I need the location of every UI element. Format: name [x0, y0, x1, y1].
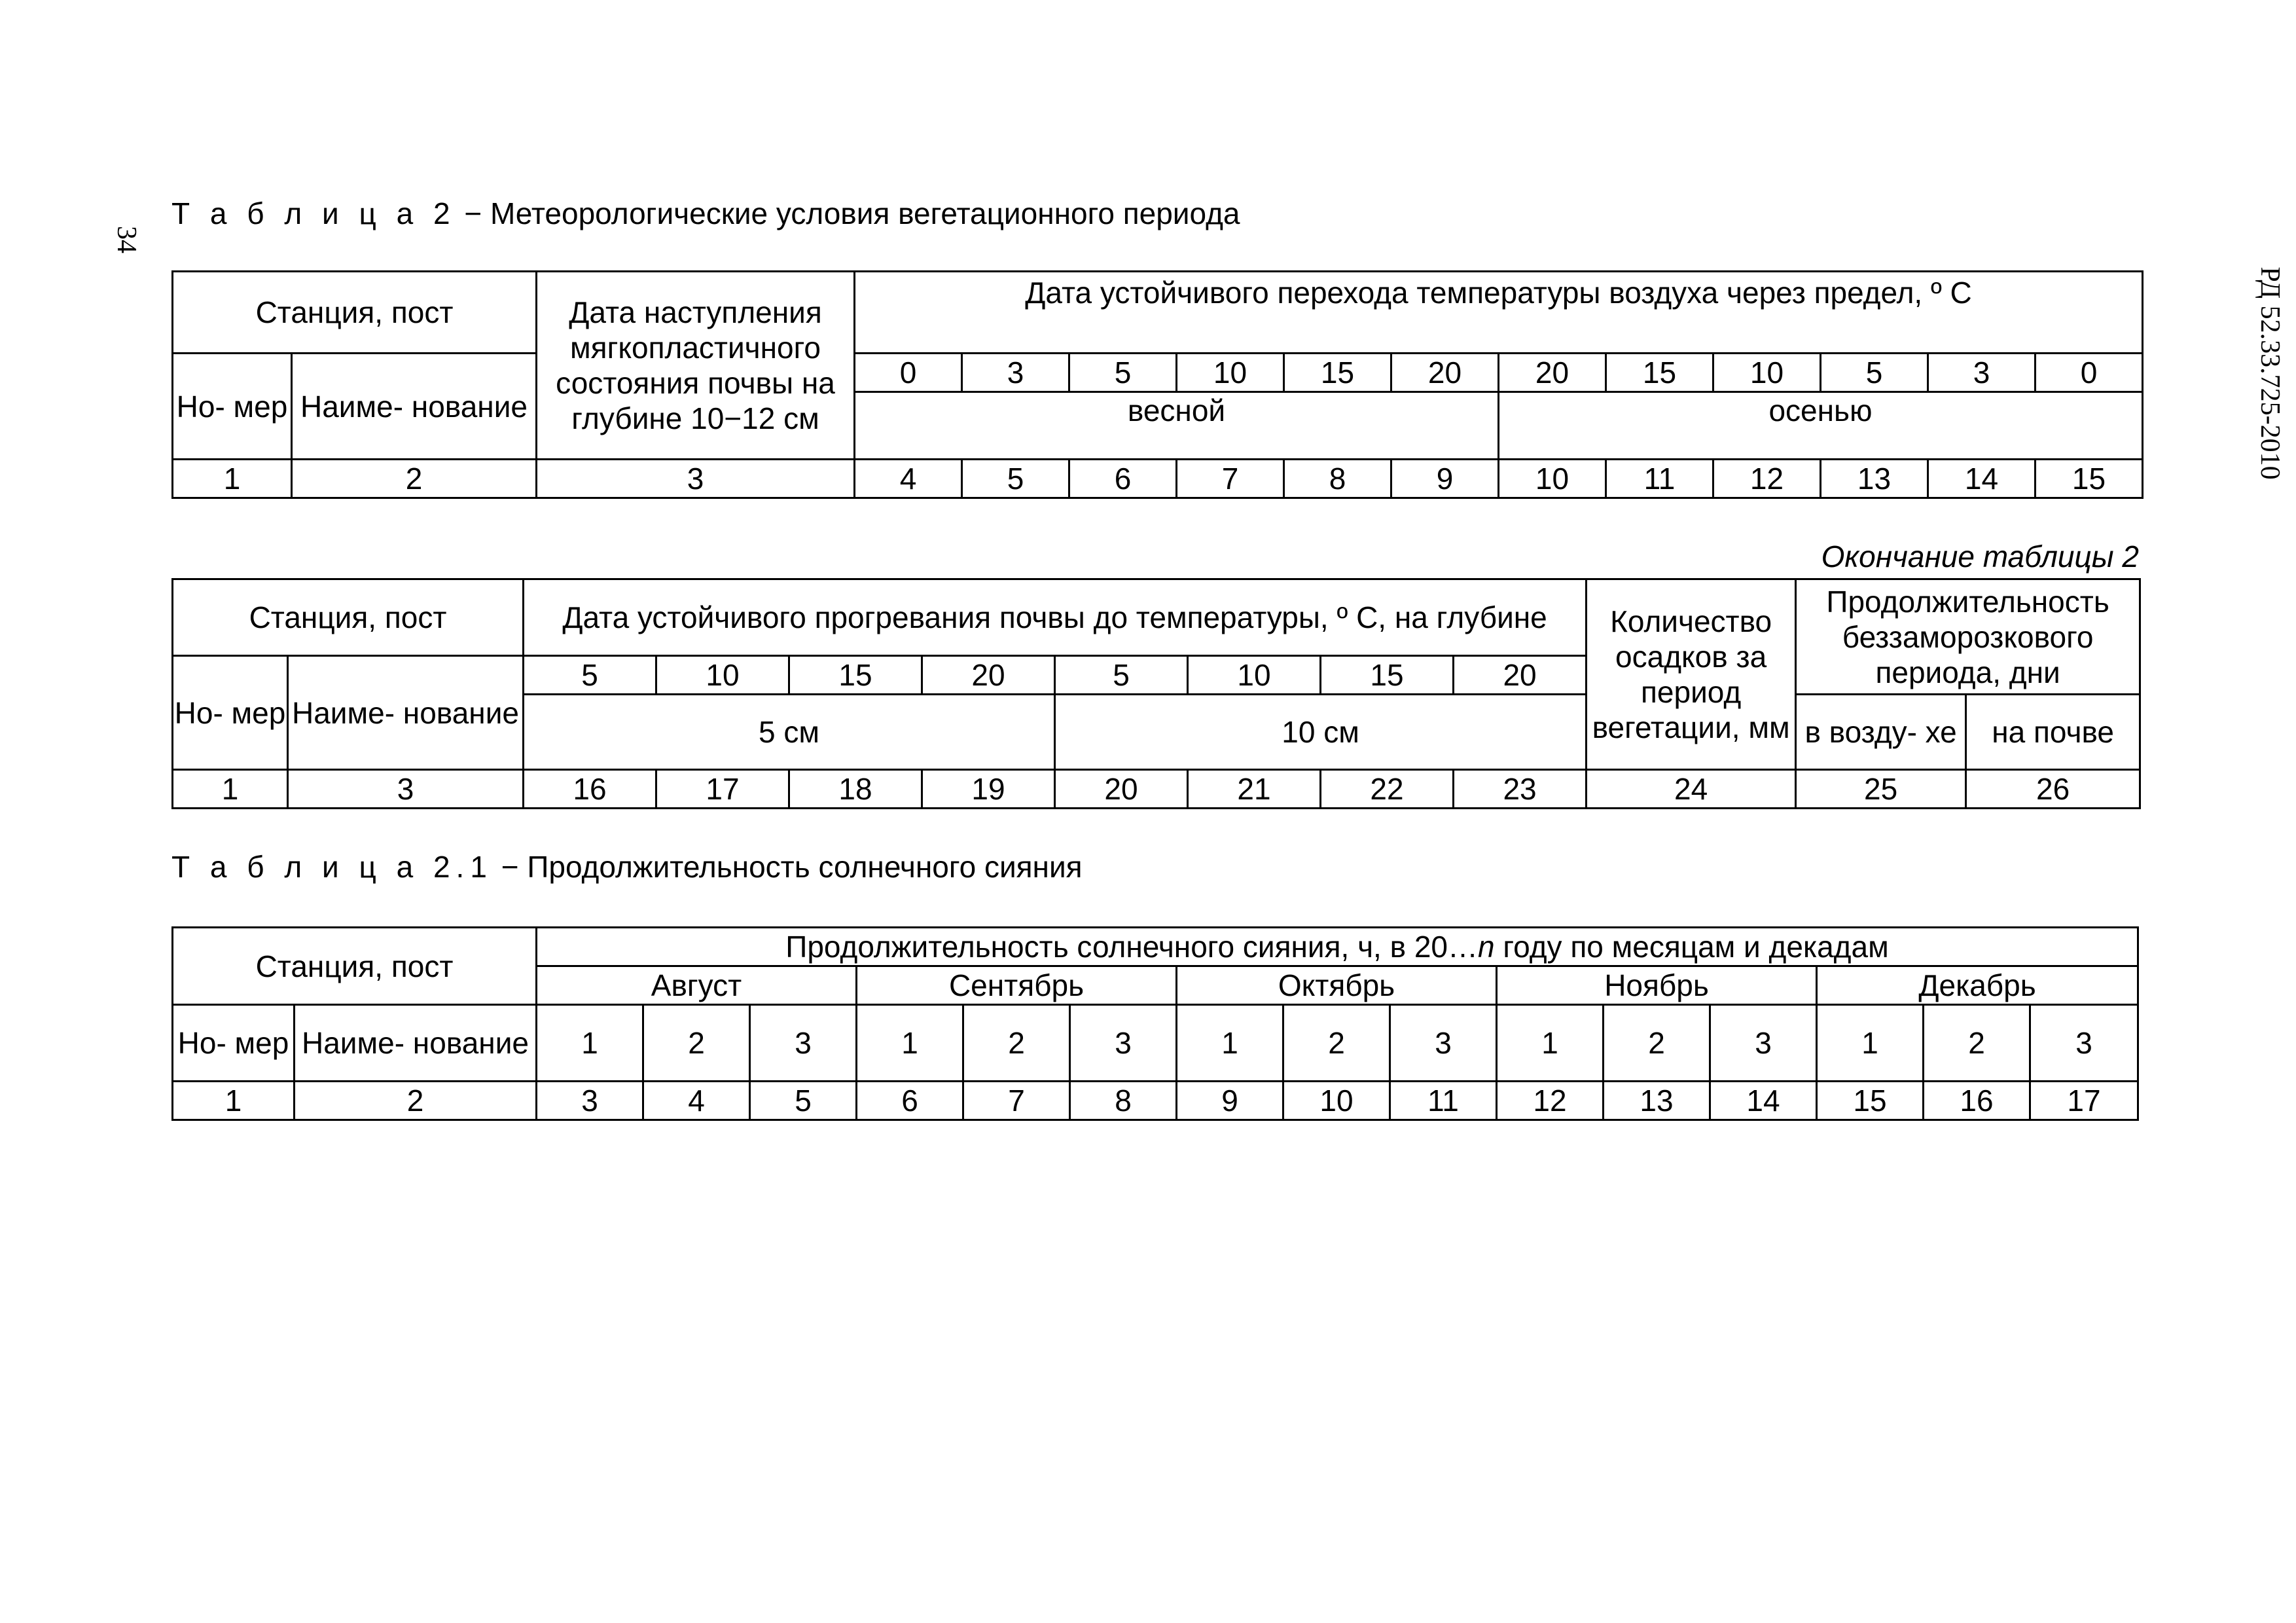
column-number: 10: [1499, 460, 1606, 498]
sunshine-header-n: n: [1478, 930, 1495, 964]
transition-date-header: Дата устойчивого перехода температуры воздуха через предел, º С: [855, 272, 2143, 354]
column-number: 5: [962, 460, 1069, 498]
column-number: 25: [1796, 770, 1966, 809]
column-number: 4: [855, 460, 962, 498]
on-soil-header: на почве: [1966, 695, 2140, 770]
temperature-cell: 5: [1055, 656, 1188, 695]
threshold-cell: 10: [1177, 354, 1284, 392]
decade-cell: 1: [537, 1005, 643, 1082]
threshold-cell: 20: [1499, 354, 1606, 392]
column-number: 23: [1454, 770, 1587, 809]
decade-cell: 1: [1817, 1005, 1924, 1082]
threshold-cell: 5: [1069, 354, 1177, 392]
column-number: 6: [1069, 460, 1177, 498]
column-number: 7: [963, 1082, 1070, 1120]
table-2-1-caption-label: Т а б л и ц а 2.1: [171, 850, 493, 884]
sunshine-header-b: году по месяцам и декадам: [1494, 930, 1889, 964]
column-number: 16: [524, 770, 656, 809]
threshold-cell: 3: [962, 354, 1069, 392]
column-number: 17: [2030, 1082, 2138, 1120]
in-air-header: в возду- хе: [1796, 695, 1966, 770]
station-header: Станция, пост: [173, 579, 524, 656]
column-number: 21: [1188, 770, 1321, 809]
temperature-cell: 10: [656, 656, 789, 695]
column-number: 3: [537, 460, 855, 498]
temperature-cell: 5: [524, 656, 656, 695]
name-header: Наиме- нование: [292, 354, 537, 460]
column-number: 11: [1390, 1082, 1497, 1120]
temperature-cell: 20: [1454, 656, 1587, 695]
temperature-cell: 10: [1188, 656, 1321, 695]
threshold-cell: 20: [1391, 354, 1499, 392]
decade-cell: 3: [1070, 1005, 1177, 1082]
month-header: Ноябрь: [1497, 966, 1817, 1005]
number-header: Но- мер: [173, 1005, 295, 1082]
decade-cell: 1: [1177, 1005, 1283, 1082]
decade-cell: 3: [1710, 1005, 1817, 1082]
depth-10cm-header: 10 см: [1055, 695, 1587, 770]
station-header: Станция, пост: [173, 272, 537, 354]
temperature-cell: 15: [789, 656, 922, 695]
column-number: 14: [1928, 460, 2036, 498]
column-number: 20: [1055, 770, 1188, 809]
month-header: Сентябрь: [857, 966, 1177, 1005]
month-header: Октябрь: [1177, 966, 1497, 1005]
column-number: 9: [1391, 460, 1499, 498]
column-number: 24: [1587, 770, 1796, 809]
soil-warming-header: Дата устойчивого прогревания почвы до температуры, º С, на глубине: [524, 579, 1587, 656]
column-number: 2: [292, 460, 537, 498]
threshold-cell: 3: [1928, 354, 2036, 392]
decade-cell: 1: [1497, 1005, 1604, 1082]
column-number: 15: [1817, 1082, 1924, 1120]
column-number: 22: [1321, 770, 1454, 809]
table-2-1-caption: [171, 848, 1083, 885]
temperature-cell: 20: [922, 656, 1055, 695]
column-number: 1: [173, 770, 288, 809]
precipitation-header: Количество осадков за период вегетации, мм: [1587, 579, 1796, 770]
column-number: 6: [857, 1082, 963, 1120]
month-header: Декабрь: [1817, 966, 2138, 1005]
page-number: 34: [111, 226, 141, 253]
column-number: 3: [537, 1082, 643, 1120]
decade-cell: 3: [750, 1005, 857, 1082]
autumn-header: осенью: [1499, 392, 2143, 460]
soft-plastic-date-header: Дата наступления мягкопластичного состояния почвы на глубине 10−12 см: [537, 272, 855, 460]
table-2-1: [171, 926, 2139, 1121]
decade-cell: 2: [1924, 1005, 2030, 1082]
document-code: РД 52.33.725-2010: [2255, 266, 2285, 480]
decade-cell: 1: [857, 1005, 963, 1082]
depth-5cm-header: 5 см: [524, 695, 1055, 770]
column-number: 9: [1177, 1082, 1283, 1120]
table-2-1-caption-text: − Продолжительность солнечного сияния: [501, 850, 1083, 884]
column-number: 11: [1606, 460, 1713, 498]
threshold-cell: 5: [1821, 354, 1928, 392]
table-2-caption-text: − Метеорологические условия вегетационного периода: [464, 196, 1240, 230]
column-number: 8: [1284, 460, 1391, 498]
temperature-cell: 15: [1321, 656, 1454, 695]
column-number: 16: [1924, 1082, 2030, 1120]
decade-cell: 2: [963, 1005, 1070, 1082]
column-number: 2: [295, 1082, 537, 1120]
name-header: Наиме- нование: [288, 656, 524, 770]
frost-free-header: Продолжительность беззаморозкового периода, дни: [1796, 579, 2140, 695]
threshold-cell: 10: [1713, 354, 1821, 392]
column-number: 3: [288, 770, 524, 809]
column-number: 14: [1710, 1082, 1817, 1120]
threshold-cell: 15: [1606, 354, 1713, 392]
name-header: Наиме- нование: [295, 1005, 537, 1082]
table-2-caption: [171, 195, 1240, 232]
column-number: 19: [922, 770, 1055, 809]
sunshine-header: [537, 928, 2138, 966]
column-number: 13: [1604, 1082, 1710, 1120]
column-number: 7: [1177, 460, 1284, 498]
column-number: 5: [750, 1082, 857, 1120]
column-number: 17: [656, 770, 789, 809]
threshold-cell: 15: [1284, 354, 1391, 392]
sunshine-header-a: Продолжительность солнечного сияния, ч, в 20…: [785, 930, 1478, 964]
number-header: Но- мер: [173, 354, 292, 460]
decade-cell: 2: [1283, 1005, 1390, 1082]
column-number: 12: [1713, 460, 1821, 498]
decade-cell: 2: [643, 1005, 750, 1082]
table-2-end: [171, 578, 2141, 809]
table-2-continuation: Окончание таблицы 2: [1821, 539, 2139, 574]
threshold-cell: 0: [855, 354, 962, 392]
number-header: Но- мер: [173, 656, 288, 770]
column-number: 26: [1966, 770, 2140, 809]
decade-cell: 2: [1604, 1005, 1710, 1082]
table-2: [171, 270, 2144, 499]
spring-header: весной: [855, 392, 1499, 460]
table-2-caption-label: Т а б л и ц а 2: [171, 196, 456, 230]
column-number: 12: [1497, 1082, 1604, 1120]
column-number: 8: [1070, 1082, 1177, 1120]
column-number: 15: [2036, 460, 2143, 498]
column-number: 4: [643, 1082, 750, 1120]
column-number: 18: [789, 770, 922, 809]
threshold-cell: 0: [2036, 354, 2143, 392]
column-number: 1: [173, 1082, 295, 1120]
column-number: 1: [173, 460, 292, 498]
column-number: 10: [1283, 1082, 1390, 1120]
month-header: Август: [537, 966, 857, 1005]
station-header: Станция, пост: [173, 928, 537, 1005]
column-number: 13: [1821, 460, 1928, 498]
decade-cell: 3: [1390, 1005, 1497, 1082]
decade-cell: 3: [2030, 1005, 2138, 1082]
